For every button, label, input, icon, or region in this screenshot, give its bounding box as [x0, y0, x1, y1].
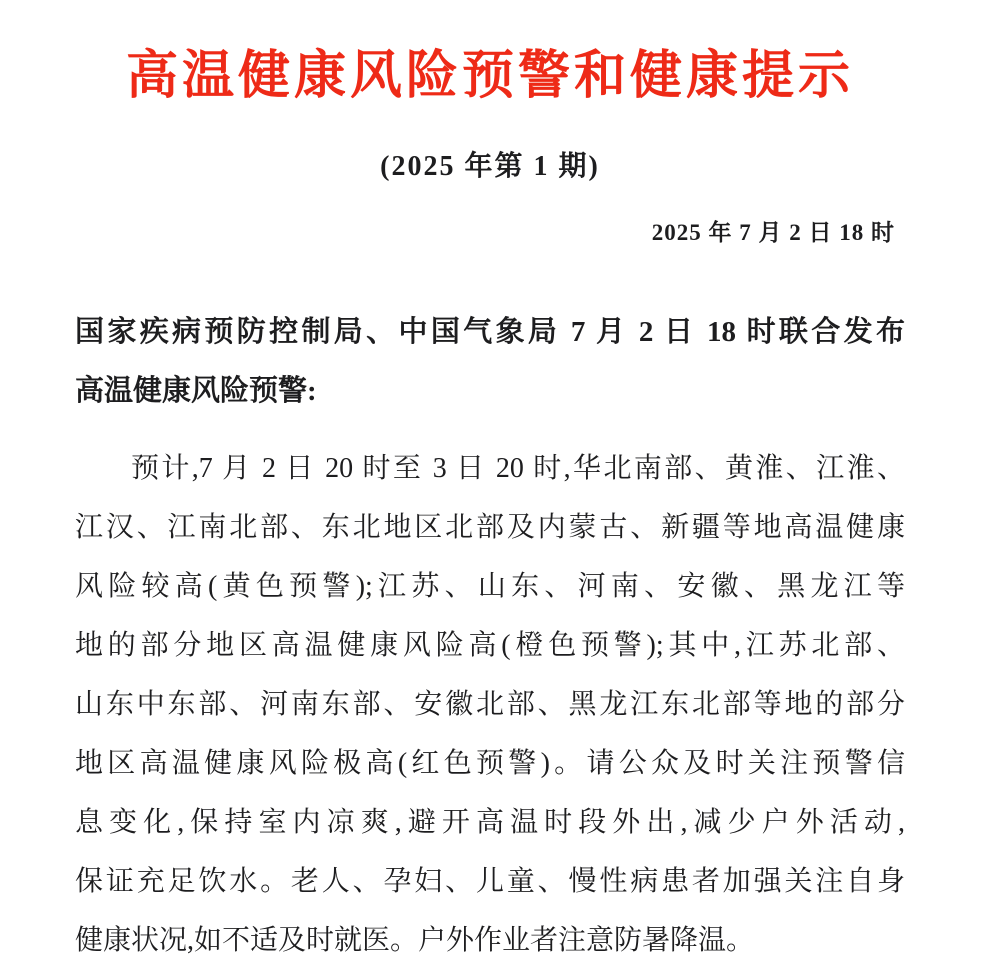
body-line: 地的部分地区高温健康风险高(橙色预警);其中,江苏北部、: [75, 630, 905, 662]
body-line: 息变化,保持室内凉爽,避开高温时段外出,减少户外活动,: [75, 807, 905, 839]
heading-line: 高温健康风险预警:: [75, 375, 317, 408]
warning-body-paragraph: [75, 439, 905, 970]
body-line: 预计,7 月 2 日 20 时至 3 日 20 时,华北南部、黄淮、江淮、: [131, 453, 905, 485]
heading-line: 国家疾病预防控制局、中国气象局 7 月 2 日 18 时联合发布: [75, 316, 905, 349]
announcement-heading: [75, 303, 905, 421]
body-line: 山东中东部、河南东部、安徽北部、黑龙江东北部等地的部分: [75, 689, 905, 721]
document-title: 高温健康风险预警和健康提示: [125, 48, 854, 105]
issue-datetime: 2025 年 7 月 2 日 18 时: [651, 220, 895, 246]
body-line: 风险较高(黄色预警);江苏、山东、河南、安徽、黑龙江等: [75, 571, 905, 603]
body-line: 健康状况,如不适及时就医。户外作业者注意防暑降温。: [75, 925, 755, 957]
issue-number: (2025 年第 1 期): [380, 151, 600, 183]
body-line: 保证充足饮水。老人、孕妇、儿童、慢性病患者加强关注自身: [75, 866, 905, 898]
body-line: 江汉、江南北部、东北地区北部及内蒙古、新疆等地高温健康: [75, 512, 905, 544]
body-line: 地区高温健康风险极高(红色预警)。请公众及时关注预警信: [75, 748, 905, 780]
